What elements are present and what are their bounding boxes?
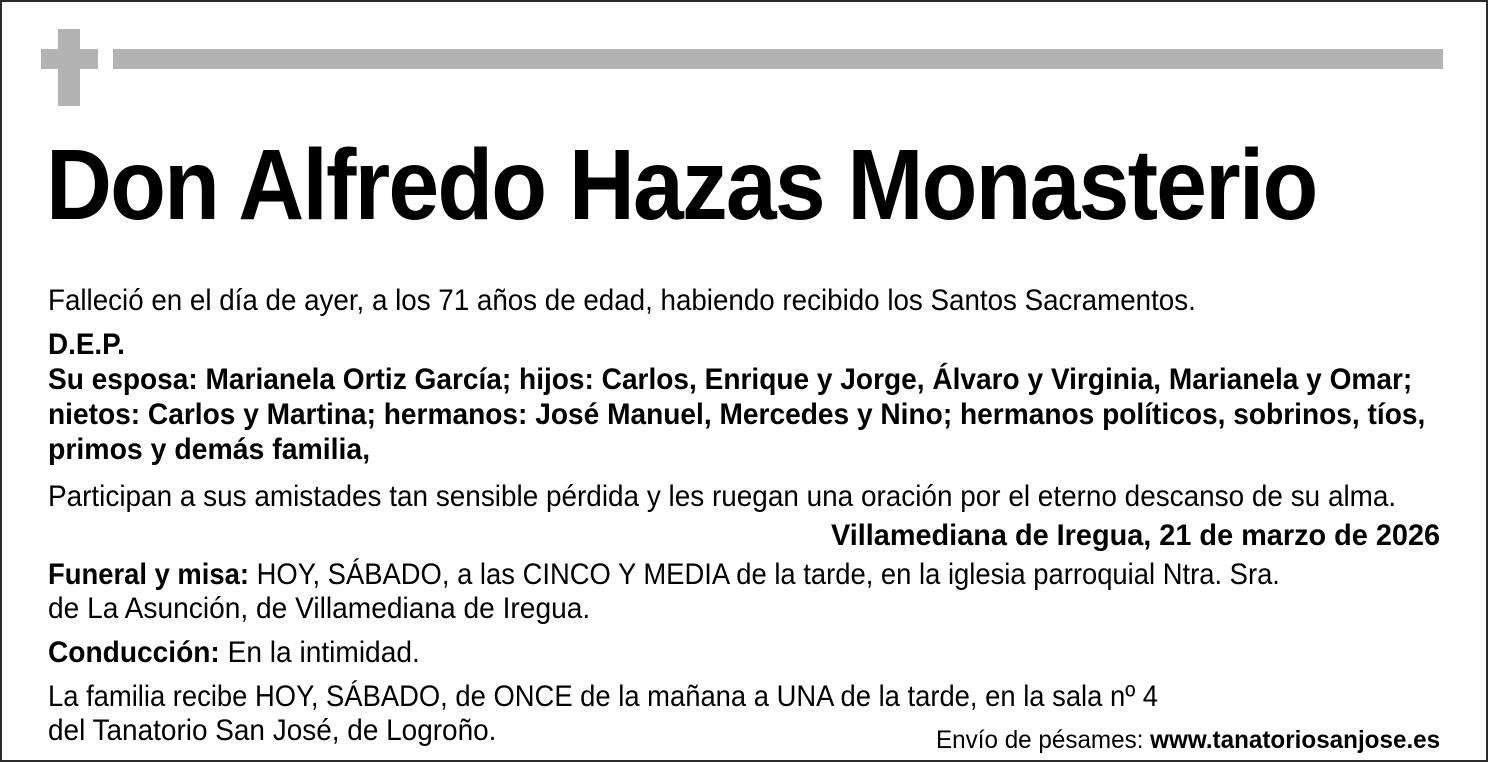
condolences-label: Envío de pésames:	[936, 726, 1151, 754]
intro-text: Falleció en el día de ayer, a los 71 años de edad, habiendo recibido los Santos Sacramentos.	[48, 284, 1196, 317]
header-rule	[113, 49, 1443, 69]
funeral-details: HOY, SÁBADO, a las CINCO Y MEDIA de la tarde, en la iglesia parroquial Ntra. Sra.	[248, 558, 1280, 591]
funeral-line-1	[48, 560, 1280, 590]
funeral-label: Funeral y misa:	[48, 558, 249, 591]
conduccion-line	[48, 638, 420, 668]
dep-text: D.E.P.	[48, 328, 125, 361]
place-date: Villamediana de Iregua, 21 de marzo de 2026	[831, 519, 1441, 552]
condolences-link[interactable]: www.tanatoriosanjose.es	[1150, 726, 1441, 754]
cross-icon-arm	[41, 49, 98, 69]
conduccion-label: Conducción:	[48, 636, 220, 669]
wake-line-1: La familia recibe HOY, SÁBADO, de ONCE de la mañana a UNA de la tarde, en la sala nº 4	[48, 680, 1159, 713]
condolences-line	[936, 728, 1440, 753]
family-line-3: primos y demás familia,	[48, 433, 371, 466]
funeral-line-2: de La Asunción, de Villamediana de Iregua.	[48, 592, 591, 625]
conduccion-text: En la intimidad.	[219, 636, 420, 669]
family-line-2: nietos: Carlos y Martina; hermanos: José Manuel, Mercedes y Nino; hermanos políticos, sobrinos, tíos,	[48, 398, 1426, 431]
request-text: Participan a sus amistades tan sensible pérdida y les ruegan una oración por el eterno descanso de su alma.	[48, 480, 1397, 513]
wake-line-2: del Tanatorio San José, de Logroño.	[48, 714, 497, 747]
family-line-1: Su esposa: Marianela Ortiz García; hijos: Carlos, Enrique y Jorge, Álvaro y Virginia, Marianela y Omar;	[48, 363, 1413, 396]
deceased-name: Don Alfredo Hazas Monasterio	[46, 129, 1317, 241]
